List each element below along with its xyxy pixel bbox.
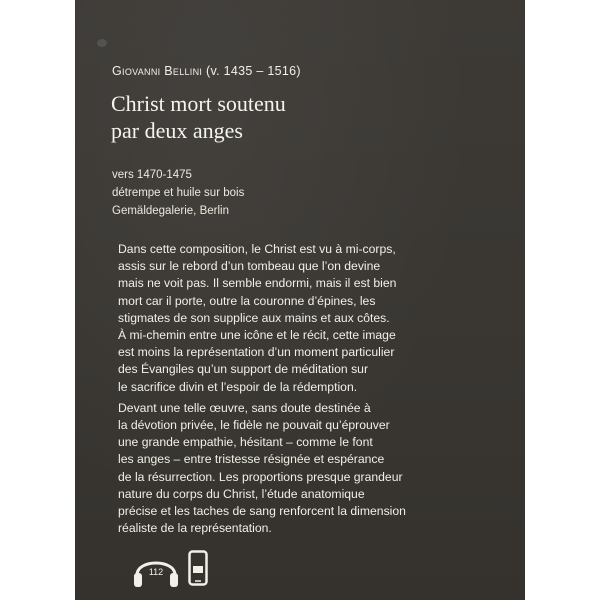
artist-name xyxy=(112,64,301,78)
title-line-1: Christ mort soutenu xyxy=(111,91,286,116)
artwork-details xyxy=(112,166,244,220)
text-line: mort car il porte, outre la couronne d’épines, les xyxy=(118,293,376,308)
artwork-title xyxy=(111,90,491,144)
smartphone-icon xyxy=(188,550,208,586)
artwork-date: vers 1470-1475 xyxy=(112,169,192,181)
text-line: Dans cette composition, le Christ est vu à mi-corps, xyxy=(118,242,396,256)
text-line: réaliste de la représentation. xyxy=(118,521,272,536)
text-line: une grande empathie, hésitant – comme le font xyxy=(118,435,373,450)
paragraph-2 xyxy=(118,400,513,538)
text-line: stigmates de son supplice aux mains et aux côtes. xyxy=(118,310,390,325)
artwork-collection: Gemäldegalerie, Berlin xyxy=(112,205,229,217)
artist-first-name: Giovanni xyxy=(112,64,161,78)
title-line-2: par deux anges xyxy=(111,118,243,143)
text-line: de la résurrection. Les proportions presque grandeur xyxy=(118,469,403,484)
artwork-medium: détrempe et huile sur bois xyxy=(112,187,245,199)
text-line: À mi-chemin entre une icône et le récit, cette image xyxy=(118,328,396,343)
paragraph-1 xyxy=(118,241,513,396)
text-line: nature du corps du Christ, l’étude anatomique xyxy=(118,486,365,501)
label-description xyxy=(118,241,513,537)
text-line: le sacrifice divin et l’espoir de la rédemption. xyxy=(118,379,358,394)
text-line: les anges – entre tristesse résignée et espérance xyxy=(118,452,385,467)
audioguide-number: 112 xyxy=(148,567,164,577)
text-line: mais ne voit pas. Il semble endormi, mais il est bien xyxy=(118,276,397,291)
headphones-icon xyxy=(131,549,181,589)
artist-dates: (v. 1435 – 1516) xyxy=(205,64,301,78)
text-line: la dévotion privée, le fidèle ne pouvait qu’éprouver xyxy=(118,418,390,433)
text-line: assis sur le rebord d’un tombeau que l’on devine xyxy=(118,259,381,274)
wall-mark xyxy=(97,39,107,47)
text-line: est moins la représentation d’un moment particulier xyxy=(118,345,395,360)
museum-label-panel xyxy=(75,0,525,600)
artist-last-name: Bellini xyxy=(164,64,203,78)
text-line: Devant une telle œuvre, sans doute destinée à xyxy=(118,400,371,415)
text-line: précise et les taches de sang renforcent la dimension xyxy=(118,504,406,519)
text-line: des Évangiles qu’un support de méditation sur xyxy=(118,362,368,377)
